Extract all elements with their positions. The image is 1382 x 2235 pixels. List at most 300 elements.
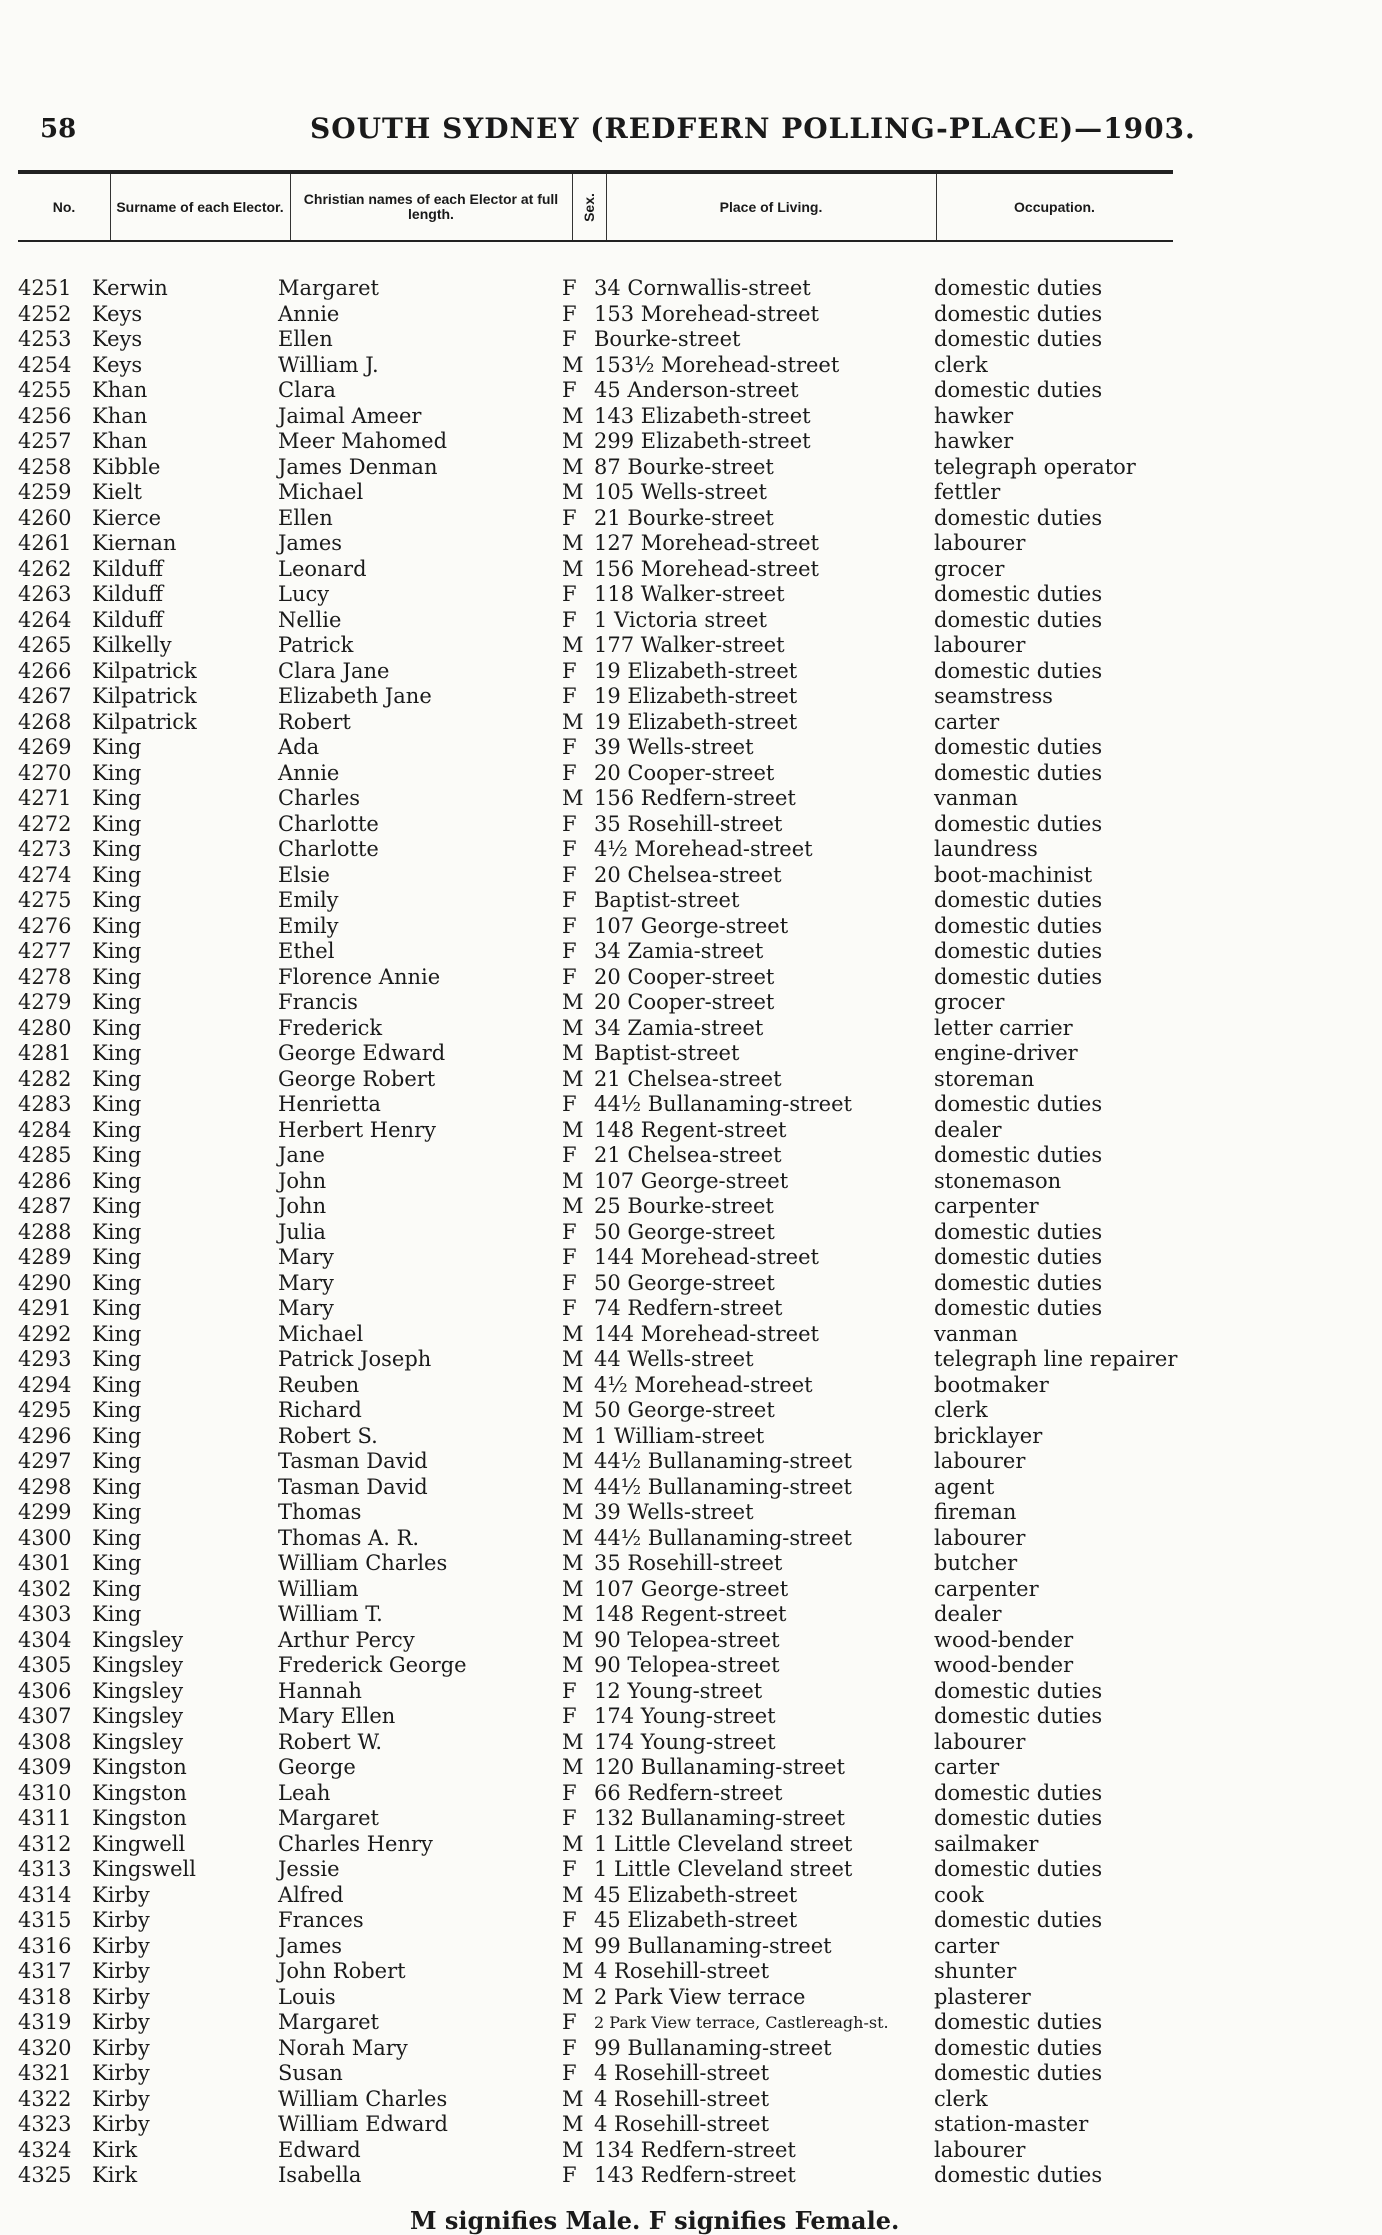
table-row [0, 302, 1382, 328]
occupation-cell: carpenter [934, 1194, 1039, 1218]
sex-cell: F [562, 888, 577, 912]
surname-cell: King [92, 1576, 142, 1601]
sex-cell: M [562, 1984, 584, 2009]
surname-cell: Khan [92, 403, 148, 428]
christian-names-cell: Frederick [278, 1015, 383, 1040]
occupation-cell: bricklayer [934, 1423, 1043, 1448]
table-row [0, 2112, 1382, 2138]
elector-number-cell: 4315 [18, 1908, 72, 1932]
sex-cell: M [562, 429, 584, 453]
occupation-cell: storeman [934, 1066, 1035, 1091]
christian-names-cell: Henrietta [278, 1092, 381, 1116]
occupation-cell: hawker [934, 429, 1014, 453]
surname-cell: King [92, 1143, 142, 1167]
surname-cell: King [92, 1398, 142, 1422]
table-row [0, 1296, 1382, 1322]
place-of-living-cell: 144 Morehead-street [594, 1245, 819, 1269]
table-row [0, 1857, 1382, 1883]
sex-cell: M [562, 2112, 584, 2136]
occupation-cell: clerk [934, 352, 988, 377]
elector-list [0, 276, 1382, 2189]
sex-cell: M [562, 633, 584, 657]
table-row [0, 1934, 1382, 1960]
surname-cell: King [92, 939, 142, 963]
table-row [0, 582, 1382, 608]
christian-names-cell: Margaret [278, 276, 379, 300]
elector-number-cell: 4291 [18, 1296, 72, 1320]
place-of-living-cell: 99 Bullanaming-street [594, 2035, 832, 2060]
occupation-cell: grocer [934, 556, 1005, 581]
sex-cell: F [562, 939, 577, 963]
place-of-living-cell: Baptist-street [594, 1041, 740, 1065]
surname-cell: Khan [92, 378, 148, 402]
surname-cell: Kingsley [92, 1653, 184, 1677]
christian-names-cell: Ellen [278, 505, 333, 530]
sex-cell: F [562, 1143, 577, 1167]
surname-cell: Kirby [92, 2035, 150, 2060]
surname-cell: Kirby [92, 1908, 150, 1932]
sex-cell: M [562, 1423, 584, 1448]
surname-cell: Kingston [92, 1755, 187, 1779]
place-of-living-cell: 12 Young-street [594, 1678, 763, 1703]
christian-names-cell: Charles Henry [278, 1831, 433, 1856]
christian-names-cell: Mary [278, 1245, 334, 1269]
surname-cell: King [92, 1219, 142, 1244]
elector-number-cell: 4292 [18, 1321, 72, 1346]
table-row [0, 557, 1382, 583]
sex-cell: F [562, 837, 577, 861]
christian-names-cell: Tasman David [278, 1449, 428, 1473]
place-of-living-cell: Baptist-street [594, 888, 740, 912]
christian-names-cell: Charlotte [278, 811, 379, 836]
christian-names-cell: Patrick [278, 633, 354, 657]
table-row [0, 2061, 1382, 2087]
occupation-cell: domestic duties [934, 2035, 1103, 2060]
table-row [0, 1500, 1382, 1526]
elector-number-cell: 4257 [18, 429, 72, 453]
sex-cell: F [562, 1857, 577, 1881]
sex-cell: M [562, 786, 584, 810]
place-of-living-cell: 20 Chelsea-street [594, 862, 782, 887]
christian-names-cell: Jessie [278, 1857, 340, 1881]
table-row [0, 1704, 1382, 1730]
sex-cell: F [562, 1704, 577, 1728]
table-row [0, 863, 1382, 889]
christian-names-cell: Meer Mahomed [278, 429, 448, 453]
occupation-cell: labourer [934, 633, 1026, 657]
elector-number-cell: 4287 [18, 1194, 72, 1218]
page-header [30, 108, 1196, 148]
elector-number-cell: 4252 [18, 301, 72, 326]
elector-number-cell: 4266 [18, 658, 72, 683]
occupation-cell: stonemason [934, 1168, 1062, 1193]
surname-cell: King [92, 888, 142, 912]
sex-cell: M [562, 403, 584, 428]
place-of-living-cell: 4 Rosehill-street [594, 2112, 770, 2136]
surname-cell: Kingsley [92, 1678, 184, 1703]
surname-cell: King [92, 1500, 142, 1524]
sex-cell: M [562, 990, 584, 1014]
table-row [0, 1271, 1382, 1297]
occupation-cell: letter carrier [934, 1015, 1073, 1040]
footnote: M signifies Male. F signifies Female. [410, 2206, 900, 2235]
occupation-cell: wood-bender [934, 1627, 1074, 1652]
place-of-living-cell: 105 Wells-street [594, 480, 767, 504]
christian-names-cell: Leonard [278, 556, 367, 581]
surname-cell: King [92, 964, 142, 989]
occupation-cell: domestic duties [934, 582, 1103, 606]
elector-number-cell: 4324 [18, 2137, 72, 2162]
christian-names-cell: Clara [278, 378, 336, 402]
christian-names-cell: Florence Annie [278, 964, 441, 989]
surname-cell: Kibble [92, 454, 161, 479]
table-row [0, 710, 1382, 736]
occupation-cell: shunter [934, 1959, 1017, 1983]
table-row [0, 378, 1382, 404]
occupation-cell: domestic duties [934, 760, 1103, 785]
surname-cell: Kilpatrick [92, 658, 197, 683]
surname-cell: King [92, 735, 142, 759]
place-of-living-cell: 45 Anderson-street [594, 378, 799, 402]
surname-cell: Kilduff [92, 556, 164, 581]
christian-names-cell: Louis [278, 1984, 336, 2009]
place-of-living-cell: 20 Cooper-street [594, 760, 775, 785]
sex-cell: F [562, 301, 577, 326]
occupation-cell: domestic duties [934, 939, 1103, 963]
christian-names-cell: Patrick Joseph [278, 1347, 432, 1371]
table-row [0, 506, 1382, 532]
place-of-living-cell: 35 Rosehill-street [594, 811, 783, 836]
christian-names-cell: Margaret [278, 2010, 379, 2034]
elector-number-cell: 4274 [18, 862, 72, 887]
elector-number-cell: 4290 [18, 1270, 72, 1295]
table-row [0, 1475, 1382, 1501]
table-row [0, 2036, 1382, 2062]
place-of-living-cell: 21 Chelsea-street [594, 1143, 782, 1167]
christian-names-cell: Mary [278, 1296, 334, 1320]
table-row [0, 327, 1382, 353]
elector-number-cell: 4306 [18, 1678, 72, 1703]
occupation-cell: hawker [934, 403, 1014, 428]
christian-names-cell: Francis [278, 990, 358, 1014]
occupation-cell: domestic duties [934, 1245, 1103, 1269]
table-row [0, 1832, 1382, 1858]
table-row [0, 786, 1382, 812]
surname-cell: Kirby [92, 1933, 150, 1958]
surname-cell: Kiernan [92, 531, 177, 555]
sex-cell: F [562, 760, 577, 785]
christian-names-cell: William Charles [278, 1551, 448, 1575]
table-row [0, 1347, 1382, 1373]
elector-number-cell: 4312 [18, 1831, 72, 1856]
occupation-cell: dealer [934, 1602, 1002, 1626]
sex-cell: M [562, 1576, 584, 1601]
place-of-living-cell: 156 Redfern-street [594, 786, 796, 810]
surname-cell: King [92, 1525, 142, 1550]
surname-cell: Keys [92, 327, 143, 351]
elector-number-cell: 4308 [18, 1729, 72, 1754]
place-of-living-cell: 87 Bourke-street [594, 454, 774, 479]
sex-cell: F [562, 607, 577, 632]
table-row [0, 2163, 1382, 2189]
sex-cell: F [562, 862, 577, 887]
christian-names-cell: William T. [278, 1602, 383, 1626]
occupation-cell: domestic duties [934, 1678, 1103, 1703]
elector-number-cell: 4256 [18, 403, 72, 428]
place-of-living-cell: 153½ Morehead-street [594, 352, 840, 377]
place-of-living-cell: 74 Redfern-street [594, 1296, 783, 1320]
table-row [0, 1679, 1382, 1705]
sex-cell: M [562, 1729, 584, 1754]
table-row [0, 1424, 1382, 1450]
table-row [0, 812, 1382, 838]
christian-names-cell: Frederick George [278, 1653, 467, 1677]
column-header-surname: Surname of each Elector. [110, 174, 291, 240]
surname-cell: King [92, 760, 142, 785]
christian-names-cell: Clara Jane [278, 658, 390, 683]
surname-cell: Kingwell [92, 1831, 186, 1856]
occupation-cell: domestic duties [934, 327, 1103, 351]
elector-number-cell: 4253 [18, 327, 72, 351]
occupation-cell: domestic duties [934, 607, 1103, 632]
elector-number-cell: 4302 [18, 1576, 72, 1601]
place-of-living-cell: 90 Telopea-street [594, 1653, 780, 1677]
table-row [0, 2138, 1382, 2164]
elector-number-cell: 4319 [18, 2010, 72, 2034]
surname-cell: Keys [92, 301, 143, 326]
surname-cell: Kingswell [92, 1857, 196, 1881]
sex-cell: F [562, 1806, 577, 1830]
christian-names-cell: Ada [278, 735, 320, 759]
table-row [0, 659, 1382, 685]
surname-cell: King [92, 837, 142, 861]
elector-number-cell: 4293 [18, 1347, 72, 1371]
occupation-cell: domestic duties [934, 1908, 1103, 1932]
surname-cell: King [92, 1423, 142, 1448]
occupation-cell: clerk [934, 2086, 988, 2111]
sex-cell: F [562, 327, 577, 351]
christian-names-cell: Leah [278, 1780, 331, 1805]
table-row [0, 404, 1382, 430]
column-header-occupation: Occupation. [1014, 198, 1095, 215]
surname-cell: Kirby [92, 2112, 150, 2136]
occupation-cell: telegraph operator [934, 454, 1136, 479]
sex-cell: M [562, 1882, 584, 1907]
christian-names-cell: James Denman [278, 454, 438, 479]
christian-names-cell: Tasman David [278, 1474, 428, 1499]
occupation-cell: carter [934, 709, 1000, 734]
place-of-living-cell: 34 Zamia-street [594, 939, 764, 963]
sex-cell: M [562, 556, 584, 581]
place-of-living-cell: 120 Bullanaming-street [594, 1755, 845, 1779]
sex-cell: F [562, 684, 577, 708]
christian-names-cell: Robert S. [278, 1423, 378, 1448]
sex-cell: F [562, 1678, 577, 1703]
place-of-living-cell: 148 Regent-street [594, 1117, 787, 1142]
sex-cell: F [562, 1908, 577, 1932]
elector-number-cell: 4316 [18, 1933, 72, 1958]
place-of-living-cell: 2 Park View terrace [594, 1984, 806, 2009]
place-of-living-cell: 90 Telopea-street [594, 1627, 780, 1652]
occupation-cell: cook [934, 1882, 984, 1907]
table-row [0, 353, 1382, 379]
occupation-cell: domestic duties [934, 1092, 1103, 1116]
sex-cell: M [562, 1321, 584, 1346]
christian-names-cell: Thomas A. R. [278, 1525, 420, 1550]
table-row [0, 531, 1382, 557]
table-row [0, 1628, 1382, 1654]
surname-cell: Kirby [92, 1959, 150, 1983]
place-of-living-cell: 118 Walker-street [594, 582, 785, 606]
christian-names-cell: William Charles [278, 2086, 448, 2111]
table-row [0, 939, 1382, 965]
surname-cell: Kirby [92, 1882, 150, 1907]
christian-names-cell: John Robert [278, 1959, 406, 1983]
occupation-cell: seamstress [934, 684, 1053, 708]
table-row [0, 1194, 1382, 1220]
place-of-living-cell: 156 Morehead-street [594, 556, 819, 581]
elector-number-cell: 4288 [18, 1219, 72, 1244]
elector-number-cell: 4280 [18, 1015, 72, 1040]
surname-cell: King [92, 1321, 142, 1346]
christian-names-cell: Emily [278, 913, 339, 938]
place-of-living-cell: 44½ Bullanaming-street [594, 1092, 852, 1116]
table-row [0, 429, 1382, 455]
christian-names-cell: Julia [278, 1219, 326, 1244]
sex-cell: M [562, 454, 584, 479]
table-row [0, 837, 1382, 863]
christian-names-cell: Elsie [278, 862, 330, 887]
christian-names-cell: Arthur Percy [278, 1627, 415, 1652]
place-of-living-cell: 19 Elizabeth-street [594, 684, 798, 708]
occupation-cell: domestic duties [934, 505, 1103, 530]
table-row [0, 761, 1382, 787]
occupation-cell: station-master [934, 2112, 1089, 2136]
surname-cell: Kielt [92, 480, 142, 504]
table-row [0, 990, 1382, 1016]
sex-cell: F [562, 1245, 577, 1269]
christian-names-cell: George Robert [278, 1066, 436, 1091]
place-of-living-cell: 174 Young-street [594, 1704, 776, 1728]
occupation-cell: domestic duties [934, 1270, 1103, 1295]
sex-cell: F [562, 735, 577, 759]
place-of-living-cell: 50 George-street [594, 1398, 775, 1422]
place-of-living-cell: Bourke-street [594, 327, 741, 351]
christian-names-cell: Susan [278, 2061, 343, 2085]
place-of-living-cell: 99 Bullanaming-street [594, 1933, 832, 1958]
elector-number-cell: 4283 [18, 1092, 72, 1116]
surname-cell: Kilpatrick [92, 709, 197, 734]
elector-number-cell: 4321 [18, 2061, 72, 2085]
occupation-cell: fireman [934, 1500, 1017, 1524]
elector-number-cell: 4296 [18, 1423, 72, 1448]
table-row [0, 1806, 1382, 1832]
sex-cell: M [562, 1933, 584, 1958]
elector-number-cell: 4325 [18, 2163, 72, 2187]
surname-cell: King [92, 1551, 142, 1575]
elector-number-cell: 4277 [18, 939, 72, 963]
elector-number-cell: 4318 [18, 1984, 72, 2009]
surname-cell: Kingsley [92, 1704, 184, 1728]
christian-names-cell: Norah Mary [278, 2035, 408, 2060]
place-of-living-cell: 107 George-street [594, 1576, 789, 1601]
sex-cell: M [562, 1474, 584, 1499]
occupation-cell: fettler [934, 480, 1001, 504]
elector-number-cell: 4260 [18, 505, 72, 530]
place-of-living-cell: 143 Elizabeth-street [594, 403, 811, 428]
elector-number-cell: 4275 [18, 888, 72, 912]
christian-names-cell: Mary Ellen [278, 1704, 396, 1728]
occupation-cell: bootmaker [934, 1372, 1049, 1397]
sex-cell: F [562, 1270, 577, 1295]
surname-cell: King [92, 1168, 142, 1193]
christian-names-cell: George [278, 1755, 356, 1779]
christian-names-cell: Michael [278, 1321, 364, 1346]
sex-cell: F [562, 1219, 577, 1244]
christian-names-cell: William J. [278, 352, 379, 377]
table-row [0, 1551, 1382, 1577]
place-of-living-cell: 1 Victoria street [594, 607, 767, 632]
surname-cell: Keys [92, 352, 143, 377]
elector-number-cell: 4286 [18, 1168, 72, 1193]
sex-cell: F [562, 964, 577, 989]
sex-cell: F [562, 505, 577, 530]
elector-number-cell: 4299 [18, 1500, 72, 1524]
place-of-living-cell: 19 Elizabeth-street [594, 709, 798, 734]
surname-cell: King [92, 1372, 142, 1397]
sex-cell: M [562, 1372, 584, 1397]
surname-cell: Kingsley [92, 1627, 184, 1652]
occupation-cell: domestic duties [934, 888, 1103, 912]
sex-cell: M [562, 1500, 584, 1524]
table-row [0, 2010, 1382, 2036]
place-of-living-cell: 4 Rosehill-street [594, 1959, 770, 1983]
table-row [0, 1577, 1382, 1603]
place-of-living-cell: 107 George-street [594, 913, 789, 938]
sex-cell: M [562, 1627, 584, 1652]
christian-names-cell: Robert [278, 709, 351, 734]
elector-number-cell: 4301 [18, 1551, 72, 1575]
elector-number-cell: 4300 [18, 1525, 72, 1550]
christian-names-cell: Ellen [278, 327, 333, 351]
elector-number-cell: 4305 [18, 1653, 72, 1677]
occupation-cell: domestic duties [934, 964, 1103, 989]
occupation-cell: grocer [934, 990, 1005, 1014]
occupation-cell: labourer [934, 1525, 1026, 1550]
sex-cell: M [562, 1551, 584, 1575]
sex-cell: F [562, 276, 577, 300]
table-row [0, 965, 1382, 991]
place-of-living-cell: 66 Redfern-street [594, 1780, 783, 1805]
occupation-cell: dealer [934, 1117, 1002, 1142]
sex-cell: F [562, 2035, 577, 2060]
surname-cell: Kirby [92, 1984, 150, 2009]
table-row [0, 1883, 1382, 1909]
surname-cell: King [92, 1270, 142, 1295]
table-row [0, 1602, 1382, 1628]
place-of-living-cell: 143 Redfern-street [594, 2163, 796, 2187]
occupation-cell: carpenter [934, 1576, 1039, 1601]
place-of-living-cell: 20 Cooper-street [594, 990, 775, 1014]
place-of-living-cell: 127 Morehead-street [594, 531, 819, 555]
christian-names-cell: Ethel [278, 939, 335, 963]
sex-cell: F [562, 913, 577, 938]
table-row [0, 1985, 1382, 2011]
table-row [0, 480, 1382, 506]
column-header-row [18, 170, 1173, 242]
occupation-cell: domestic duties [934, 1296, 1103, 1320]
christian-names-cell: Annie [278, 760, 340, 785]
